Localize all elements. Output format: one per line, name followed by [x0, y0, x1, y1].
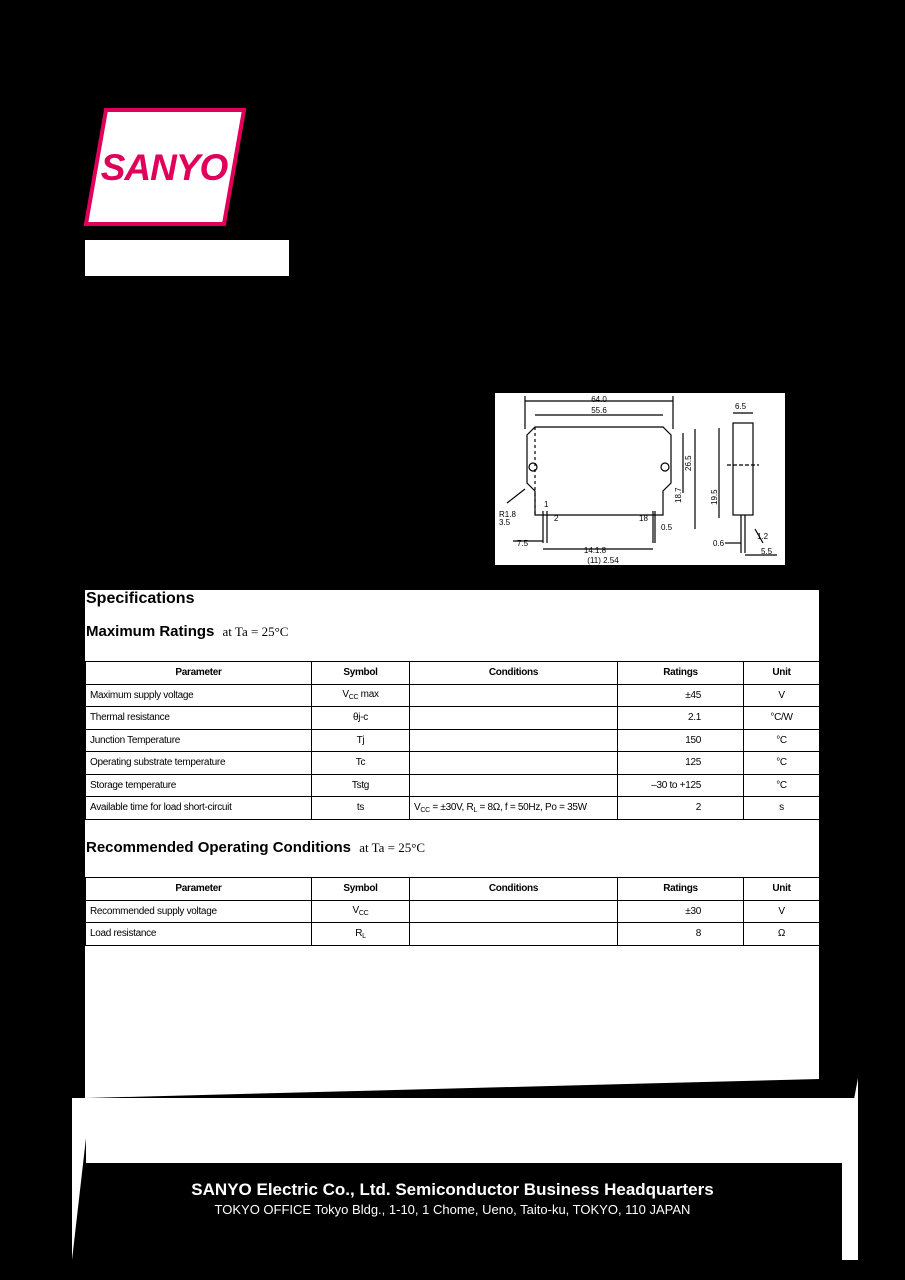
- cell-unit: Ω: [744, 923, 820, 946]
- symbol-suffix: max: [358, 689, 379, 701]
- table-header-row: [86, 878, 820, 901]
- maximum-ratings-title: Maximum Ratings: [86, 623, 215, 640]
- header-parameter: Parameter: [86, 662, 312, 685]
- cell-ratings: 8: [618, 923, 744, 946]
- cell-ratings: 150: [618, 729, 744, 752]
- cell-conditions: [410, 707, 618, 730]
- symbol-subscript: CC: [358, 910, 369, 918]
- cell-symbol: [312, 707, 410, 730]
- symbol-main: ts: [356, 802, 365, 814]
- maximum-ratings-heading: [86, 623, 288, 640]
- header-ratings: Ratings: [618, 878, 744, 901]
- table-row: [86, 900, 820, 923]
- symbol-subscript: L: [362, 932, 366, 940]
- footer-background: [72, 1078, 858, 1260]
- maximum-ratings-condition: at Ta = 25°C: [222, 624, 289, 639]
- header-conditions: Conditions: [410, 662, 618, 685]
- dim-55-6: 55.6: [591, 406, 607, 415]
- document-number-box: [85, 240, 289, 276]
- header-parameter: Parameter: [86, 878, 312, 901]
- dim-0-5: 0.5: [661, 523, 673, 532]
- dim-3-5: 3.5: [499, 518, 511, 527]
- header-symbol: Symbol: [312, 878, 410, 901]
- cell-unit: s: [744, 797, 820, 820]
- symbol-main: V: [352, 905, 359, 917]
- dim-pitch: (11) 2.54: [587, 556, 619, 565]
- cell-parameter: Junction Temperature: [86, 729, 312, 752]
- dim-6-5: 6.5: [735, 402, 747, 411]
- pin-18-label: 18: [639, 514, 648, 523]
- cell-symbol: [312, 797, 410, 820]
- dim-19-5: 19.5: [710, 489, 719, 505]
- package-outline-drawing: [495, 393, 785, 565]
- cell-ratings: ±30: [618, 900, 744, 923]
- header-symbol: Symbol: [312, 662, 410, 685]
- cell-ratings: 2: [618, 797, 744, 820]
- cell-parameter: Operating substrate temperature: [86, 752, 312, 775]
- header-ratings: Ratings: [618, 662, 744, 685]
- cell-symbol: [312, 684, 410, 707]
- dim-18-7: 18.7: [674, 487, 683, 503]
- dim-0-6: 0.6: [713, 539, 725, 548]
- specifications-panel: [85, 590, 819, 1102]
- logo-text: SANYO: [100, 147, 228, 188]
- cell-unit: °C/W: [744, 707, 820, 730]
- specifications-title: Specifications: [86, 590, 195, 607]
- symbol-main: Tc: [355, 757, 366, 769]
- symbol-main: Tstg: [351, 779, 370, 791]
- footer-company: SANYO Electric Co., Ltd. Semiconductor Business Headquarters: [191, 1180, 714, 1199]
- package-outline-svg: [495, 393, 785, 565]
- cell-parameter: Thermal resistance: [86, 707, 312, 730]
- cell-conditions: [410, 923, 618, 946]
- cell-conditions: $V_{CC} = \pm 30V$, $R_L = 8\Omega$, f = 50Hz, Po = 35W: [410, 797, 618, 820]
- cell-symbol: [312, 752, 410, 775]
- cell-conditions: [410, 684, 618, 707]
- maximum-ratings-table: [85, 661, 820, 820]
- cell-unit: V: [744, 900, 820, 923]
- symbol-subscript: CC: [348, 694, 359, 702]
- dim-7-5: 7.5: [517, 539, 529, 548]
- header-unit: Unit: [744, 878, 820, 901]
- pin-1-label: 1: [544, 500, 549, 509]
- cell-conditions: [410, 752, 618, 775]
- footer-address: TOKYO OFFICE Tokyo Bldg., 1-10, 1 Chome, Ueno, Taito-ku, TOKYO, 110 JAPAN: [214, 1202, 691, 1217]
- cell-symbol: [312, 774, 410, 797]
- cell-parameter: Available time for load short-circuit: [86, 797, 312, 820]
- pin-2-label: 2: [554, 514, 559, 523]
- dim-5-5: 5.5: [761, 547, 773, 556]
- cell-parameter: Maximum supply voltage: [86, 684, 312, 707]
- recommended-conditions-heading: [86, 839, 425, 856]
- cell-conditions: [410, 900, 618, 923]
- dim-pin-count: 14.1.8: [583, 546, 607, 555]
- dim-r1-8: R1.8: [499, 510, 516, 519]
- cell-symbol: [312, 729, 410, 752]
- recommended-conditions-table: [85, 877, 820, 946]
- cell-unit: °C: [744, 752, 820, 775]
- cell-parameter: Storage temperature: [86, 774, 312, 797]
- table-row: [86, 923, 820, 946]
- symbol-main: θj-c: [353, 712, 368, 724]
- symbol-main: Tj: [356, 734, 365, 746]
- cell-ratings: –30 to +125: [618, 774, 744, 797]
- dim-1-2: 1.2: [757, 532, 769, 541]
- cell-ratings: 125: [618, 752, 744, 775]
- table-row: [86, 729, 820, 752]
- table-row: [86, 752, 820, 775]
- cell-ratings: 2.1: [618, 707, 744, 730]
- table-row: [86, 707, 820, 730]
- cell-symbol: [312, 923, 410, 946]
- cell-conditions: [410, 729, 618, 752]
- table-row: [86, 684, 820, 707]
- cell-unit: °C: [744, 729, 820, 752]
- cell-parameter: Load resistance: [86, 923, 312, 946]
- cell-unit: °C: [744, 774, 820, 797]
- header-unit: Unit: [744, 662, 820, 685]
- dim-64: 64.0: [591, 395, 607, 404]
- cell-ratings: ±45: [618, 684, 744, 707]
- cell-conditions: [410, 774, 618, 797]
- table-row: [86, 774, 820, 797]
- symbol-main: V: [342, 689, 349, 701]
- header-conditions: Conditions: [410, 878, 618, 901]
- dim-26-5: 26.5: [684, 455, 693, 471]
- cell-symbol: [312, 900, 410, 923]
- sanyo-logo-graphic: [84, 108, 246, 226]
- table-header-row: [86, 662, 820, 685]
- sanyo-logo: [84, 108, 246, 226]
- cell-parameter: Recommended supply voltage: [86, 900, 312, 923]
- table-row: [86, 797, 820, 820]
- recommended-conditions-condition: at Ta = 25°C: [359, 840, 426, 855]
- cell-unit: V: [744, 684, 820, 707]
- recommended-conditions-title: Recommended Operating Conditions: [86, 839, 352, 856]
- symbol-main: R: [355, 927, 363, 939]
